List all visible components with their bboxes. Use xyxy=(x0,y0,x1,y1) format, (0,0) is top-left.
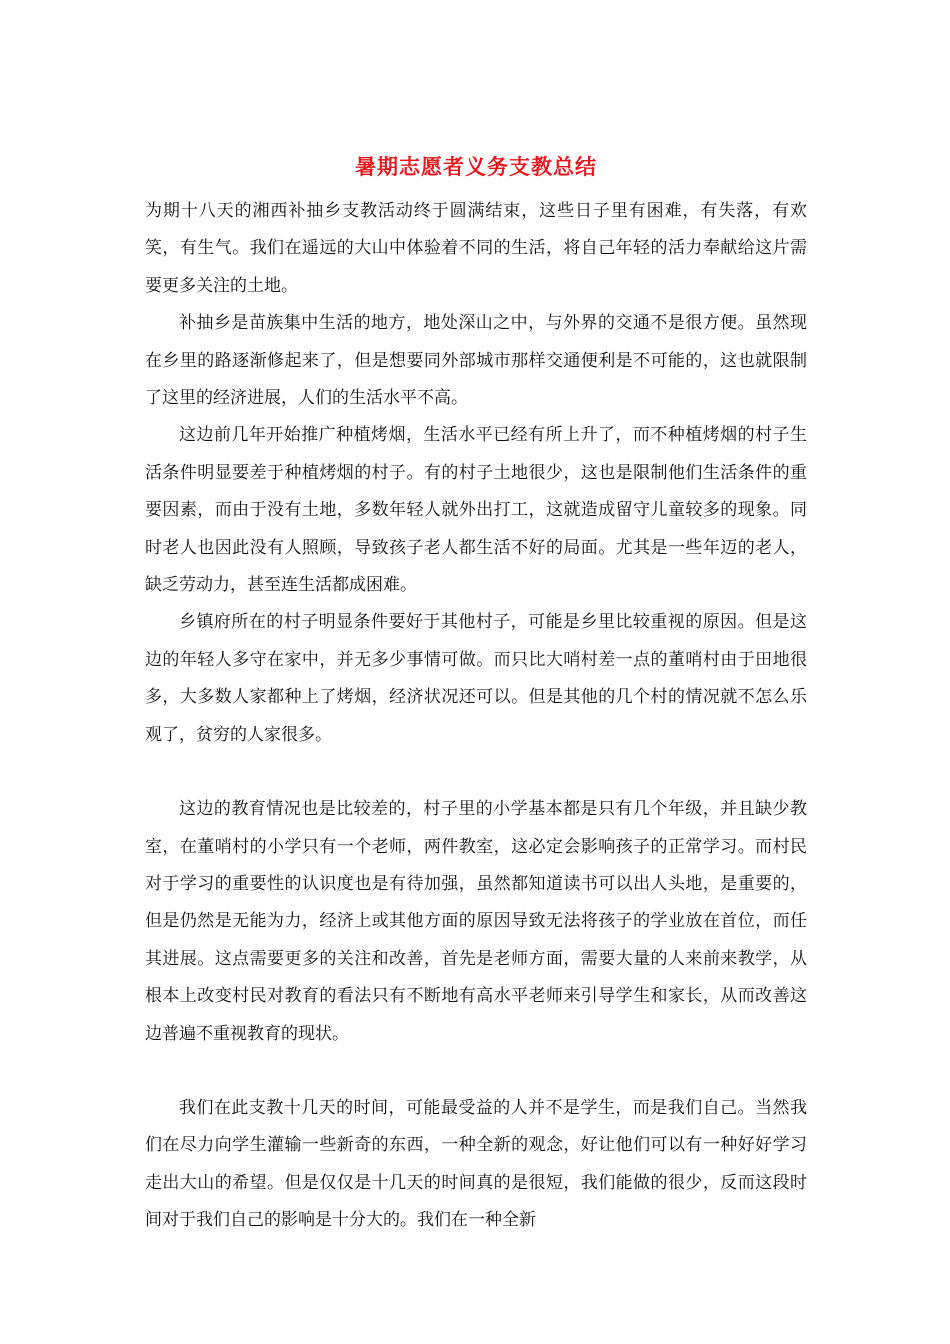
paragraph-reflection: 我们在此支教十几天的时间，可能最受益的人并不是学生，而是我们自己。当然我们在尽力向学生灌输一些新奇的东西，一种全新的观念，好让他们可以有一种好好学习走出大山的希望。但是仅仅是十几天的时间真的是很短，我们能做的很少，反而这段时间对于我们自己的影响是十分大的。我们在一种全新 xyxy=(145,1097,807,1231)
paragraph-villages: 乡镇府所在的村子明显条件要好于其他村子，可能是乡里比较重视的原因。但是这边的年轻人多守在家中，并无多少事情可做。而只比大哨村差一点的董哨村由于田地很多，大多数人家都种上了烤烟，经济状况还可以。但是其他的几个村的情况就不怎么乐观了，贫穷的人家很多。 xyxy=(145,612,807,745)
paragraph-intro: 为期十八天的湘西补抽乡支教活动终于圆满结束，这些日子里有困难，有失落，有欢笑，有生气。我们在遥远的大山中体验着不同的生活，将自己年轻的活力奉献给这片需要更多关注的土地。 xyxy=(145,201,807,296)
paragraph-tobacco: 这边前几年开始推广种植烤烟，生活水平已经有所上升了，而不种植烤烟的村子生活条件明显要差于种植烤烟的村子。有的村子土地很少，这也是限制他们生活条件的重要因素，而由于没有土地，多数年轻人就外出打工，这就造成留守儿童较多的现象。同时老人也因此没有人照顾，导致孩子老人都生活不好的局面。尤其是一些年迈的老人，缺乏劳动力，甚至连生活都成困难。 xyxy=(145,425,807,596)
document-body xyxy=(145,193,807,1240)
paragraph-geography: 补抽乡是苗族集中生活的地方，地处深山之中，与外界的交通不是很方便。虽然现在乡里的路逐渐修起来了，但是想要同外部城市那样交通便利是不可能的，这也就限制了这里的经济进展，人们的生活水平不高。 xyxy=(145,313,807,409)
paragraph-spacer xyxy=(145,754,807,791)
document-title: 暑期志愿者义务支教总结 xyxy=(355,154,597,179)
paragraph-education: 这边的教育情况也是比较差的，村子里的小学基本都是只有几个年级，并且缺少教室，在董哨村的小学只有一个老师，两件教室，这必定会影响孩子的正常学习。而村民对于学习的重要性的认识度也是有待加强，虽然都知道读书可以出人头地，是重要的，但是仍然是无能为力，经济上或其他方面的原因导致无法将孩子的学业放在首位，而任其进展。这点需要更多的关注和改善，首先是老师方面，需要大量的人来前来教学，从根本上改变村民对教育的看法只有不断地有高水平老师来引导学生和家长，从而改善这边普遍不重视教育的现状。 xyxy=(145,799,807,1044)
paragraph-spacer xyxy=(145,1053,807,1090)
